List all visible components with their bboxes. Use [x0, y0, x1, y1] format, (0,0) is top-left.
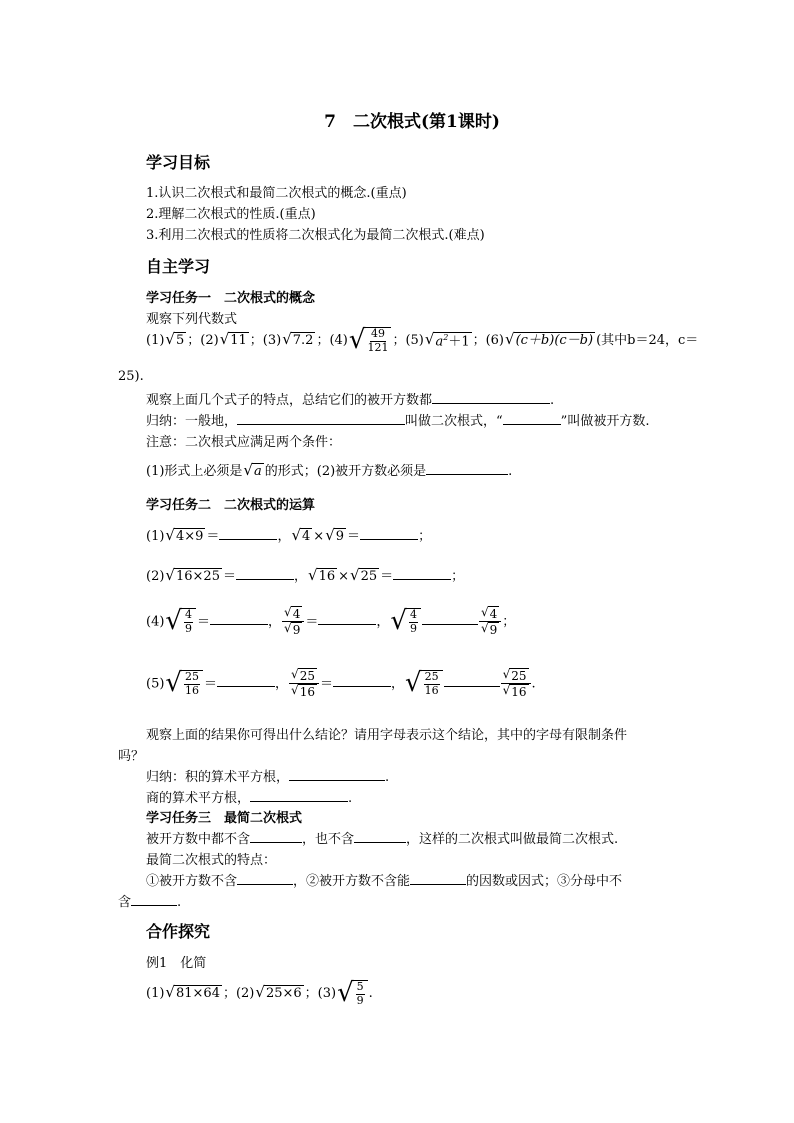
task2-question: 观察上面的结果你可得出什么结论？请用字母表示这个结论，其中的字母有限制条件	[146, 728, 628, 743]
page-title: 7 二次根式(第1课时)	[324, 112, 500, 132]
task2-item-1: (1) √ 4×9 ＝ ， √ 4 × √ 9 ＝ ；	[146, 526, 432, 545]
section-heading-cooperation: 合作探究	[146, 922, 211, 941]
task2-item-4: (4) √ $\frac{4}{9}$ ＝ ， √ 4 √ 9 ＝ ， √ $\frac{4}{9}$ √ 4 √ 9 ；	[146, 605, 516, 638]
radical-icon: √ $\frac{4}{9}$	[165, 608, 196, 635]
task1-note: 注意：二次根式应满足两个条件：	[146, 435, 342, 450]
answer-blank[interactable]	[210, 612, 268, 625]
answer-blank[interactable]	[219, 527, 277, 540]
goal-item-2: 2.理解二次根式的性质.(重点)	[146, 207, 316, 222]
task3-line-4: 含 .	[118, 895, 182, 910]
answer-blank[interactable]	[250, 830, 302, 843]
radical-icon: √ 16×25	[165, 566, 220, 585]
answer-blank[interactable]	[236, 567, 294, 580]
answer-blank[interactable]	[422, 612, 478, 625]
answer-blank[interactable]	[444, 674, 500, 687]
radical-icon: √ $\frac{25}{16}$	[165, 670, 203, 697]
radical-icon: √ $\frac{5}{9}$	[337, 980, 368, 1007]
task2-summary-1: 归纳：积的算术平方根， .	[146, 770, 390, 785]
task1-summary: 归纳：一般地， 叫做二次根式，“ ”叫做被开方数.	[146, 414, 650, 429]
radical-icon: √ $\frac{25}{16}$	[405, 670, 443, 697]
answer-blank[interactable]	[237, 412, 405, 425]
radical-icon: √ 81×64	[165, 983, 220, 1002]
task3-line-2: 最简二次根式的特点：	[146, 853, 277, 868]
radical-icon: √ $a^2+1$	[424, 329, 470, 349]
radical-icon: √ 5	[165, 330, 185, 349]
radical-icon: √ 4	[291, 526, 311, 545]
radical-icon: √ 25	[350, 566, 378, 585]
radical-icon: √ 25×6	[255, 983, 302, 1002]
radical-icon: √ a	[243, 461, 262, 480]
answer-blank[interactable]	[318, 612, 376, 625]
task3-line-1: 被开方数中都不含 ，也不含 ，这样的二次根式叫做最简二次根式.	[146, 832, 619, 847]
radical-icon: √ 16	[308, 566, 336, 585]
answer-blank[interactable]	[410, 872, 466, 885]
task1-conditions: (1)形式上必须是 √ a 的形式；(2)被开方数必须是 .	[146, 461, 513, 480]
answer-blank[interactable]	[426, 462, 508, 475]
task1-expressions: (1) √ 5 ；(2) √ 11 ；(3) √ 7.2 ；(4) √ $\frac{49}{121}$ ；(5) √ $a^2+1$ ；(6) √ (c＋b)(c－b) (其中b＝24，c＝	[146, 325, 699, 355]
task3-heading: 学习任务三 最简二次根式	[146, 811, 303, 826]
task1-expr-tail: (其中b＝24，c＝	[596, 333, 699, 349]
task2-summary-2: 商的算术平方根， .	[146, 791, 353, 806]
task1-expr-wrap: 25).	[118, 369, 144, 384]
task2-item-5: (5) √ $\frac{25}{16}$ ＝ ， √ 25 √ 16 ＝ ， √ $\frac{25}{16}$ √ 25 √ 16 .	[146, 667, 536, 700]
radical-icon: √ (c＋b)(c－b)	[505, 330, 594, 349]
answer-blank[interactable]	[333, 674, 391, 687]
radical-icon: √ $\frac{49}{121}$	[349, 327, 392, 354]
answer-blank[interactable]	[250, 789, 348, 802]
radical-icon: √ 4×9	[165, 526, 204, 545]
answer-blank[interactable]	[360, 527, 418, 540]
answer-blank[interactable]	[393, 567, 451, 580]
goal-item-3: 3.利用二次根式的性质将二次根式化为最简二次根式.(难点)	[146, 228, 485, 243]
task3-line-3: ①被开方数不含 ，②被开方数不含能 的因数或因式；③分母中不	[146, 874, 623, 889]
radical-icon: √ 9	[325, 526, 345, 545]
answer-blank[interactable]	[354, 830, 406, 843]
task1-heading: 学习任务一 二次根式的概念	[146, 291, 316, 306]
task1-observe: 观察上面几个式子的特点，总结它们的被开方数都 .	[146, 393, 555, 408]
section-heading-self-study: 自主学习	[146, 257, 211, 276]
answer-blank[interactable]	[289, 768, 385, 781]
answer-blank[interactable]	[503, 412, 561, 425]
example-expressions: (1) √ 81×64 ；(2) √ 25×6 ；(3) √ $\frac{5}{9}$ .	[146, 978, 373, 1008]
task2-item-2: (2) √ 16×25 ＝ ， √ 16 × √ 25 ＝ ；	[146, 566, 465, 585]
goal-item-1: 1.认识二次根式和最简二次根式的概念.(重点)	[146, 186, 407, 201]
task1-intro: 观察下列代数式	[146, 312, 238, 327]
task2-heading: 学习任务二 二次根式的运算	[146, 498, 316, 513]
section-heading-goals: 学习目标	[146, 153, 211, 172]
example-label: 例1 化简	[146, 956, 207, 971]
task2-question-wrap: 吗？	[118, 749, 145, 764]
radical-icon: √ 7.2	[282, 330, 314, 349]
radical-icon: √ 11	[219, 330, 247, 349]
radical-icon: √ $\frac{4}{9}$	[390, 608, 421, 635]
answer-blank[interactable]	[237, 872, 293, 885]
answer-blank[interactable]	[131, 893, 177, 906]
answer-blank[interactable]	[432, 391, 550, 404]
answer-blank[interactable]	[217, 674, 275, 687]
